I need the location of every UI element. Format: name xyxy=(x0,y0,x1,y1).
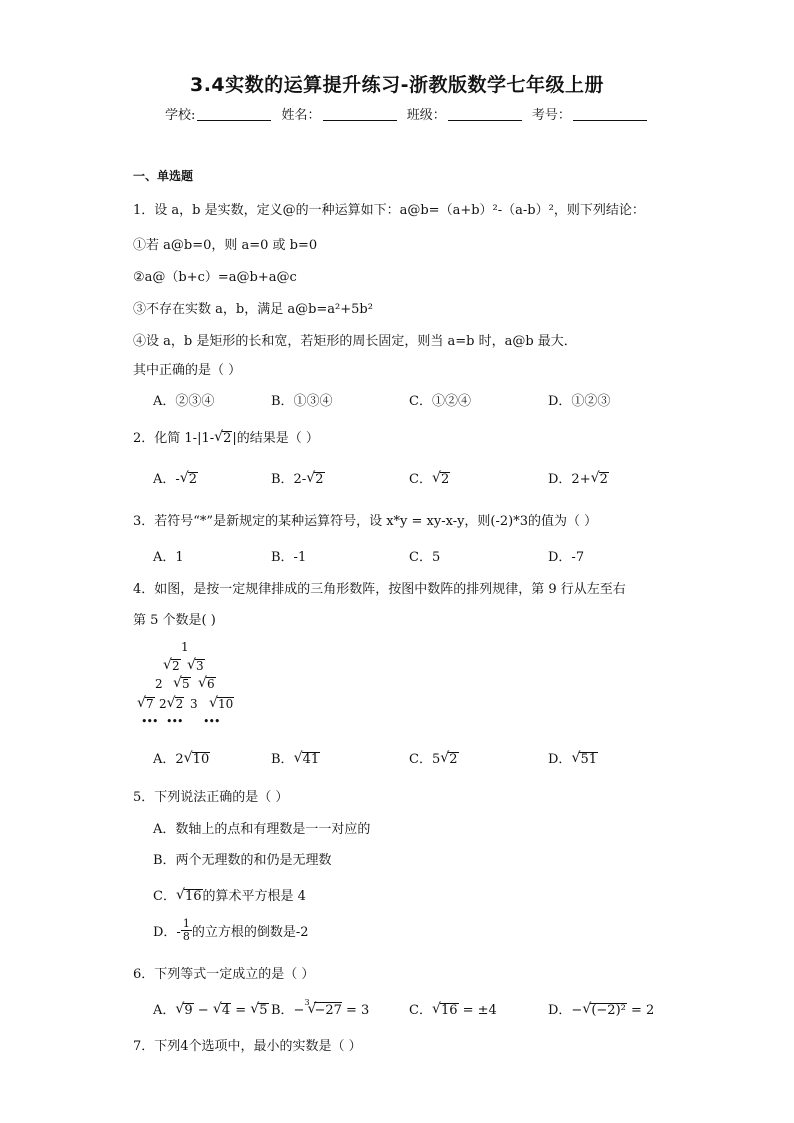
q7-stem: 7．下列4个选项中，最小的实数是（ ） xyxy=(133,1039,362,1054)
q3-option-d[interactable]: D．-7 xyxy=(548,550,585,565)
q6-option-c[interactable]: C．√ 16 = ±4 xyxy=(409,999,497,1018)
q1-option-d[interactable]: D．①②③ xyxy=(548,394,611,409)
q4-option-c[interactable]: C．5√ 2 xyxy=(409,748,459,767)
school-blank[interactable] xyxy=(197,108,271,121)
page-title: 3.4实数的运算提升练习-浙教版数学七年级上册 xyxy=(189,74,605,96)
fraction: $\frac{1}{8}$ xyxy=(182,917,190,944)
q2-stem: 2．化简 1-|1-√ 2|的结果是（ ） xyxy=(133,427,319,446)
q6-option-d[interactable]: D．−√ (−2)² = 2 xyxy=(548,999,654,1018)
q4-stem-line-1: 4．如图，是按一定规律排成的三角形数阵，按图中数阵的排列规律，第 9 行从左至右 xyxy=(133,582,626,597)
school-field: 学校: xyxy=(165,104,271,123)
q2-option-a[interactable]: A．-√ 2 xyxy=(153,468,198,487)
q1-question: 其中正确的是（ ） xyxy=(133,363,242,378)
q4-option-b[interactable]: B．√ 41 xyxy=(271,748,320,767)
class-field: 班级： xyxy=(407,104,522,123)
student-info xyxy=(165,104,653,123)
q3-stem: 3．若符号“*”是新规定的某种运算符号，设 x*y = xy-x-y，则(-2)*3的值为（ ） xyxy=(133,514,598,529)
q1-option-c[interactable]: C．①②④ xyxy=(409,394,471,409)
q4-option-d[interactable]: D．√ 51 xyxy=(548,748,598,767)
q1-item-1: ①若 a@b=0，则 a=0 或 b=0 xyxy=(133,238,318,253)
q4-stem-line-2: 第 5 个数是( ) xyxy=(133,613,216,628)
exam-number-field: 考号： xyxy=(532,104,647,123)
q2-option-b[interactable]: B．2-√ 2 xyxy=(271,468,325,487)
q1-option-b[interactable]: B．①③④ xyxy=(271,394,333,409)
class-blank[interactable] xyxy=(448,108,522,121)
q1-item-4: ④设 a，b 是矩形的长和宽，若矩形的周长固定，则当 a=b 时，a@b 最大． xyxy=(133,334,577,349)
q1-item-3: ③不存在实数 a，b，满足 a@b=a²+5b² xyxy=(133,302,373,317)
name-blank[interactable] xyxy=(323,108,397,121)
name-field: 姓名： xyxy=(282,104,397,123)
q1-stem: 1．设 a，b 是实数，定义@的一种运算如下：a@b=（a+b）²-（a-b）²，则下列结论： xyxy=(133,203,645,218)
q3-option-a[interactable]: A．1 xyxy=(153,550,184,565)
q5-option-c[interactable]: C．√ 16的算术平方根是 4 xyxy=(153,885,306,904)
exam-number-blank[interactable] xyxy=(573,108,647,121)
q1-option-a[interactable]: A．②③④ xyxy=(153,394,215,409)
sqrt-symbol: √ 2 xyxy=(214,431,232,446)
q5-option-a[interactable]: A．数轴上的点和有理数是一一对应的 xyxy=(153,822,371,837)
q6-option-b[interactable]: B．−3 −27 √ = 3 xyxy=(271,999,369,1018)
q5-stem: 5．下列说法正确的是（ ） xyxy=(133,790,289,805)
q2-option-d[interactable]: D．2+√ 2 xyxy=(548,468,609,487)
q3-option-b[interactable]: B．-1 xyxy=(271,550,307,565)
q6-stem: 6．下列等式一定成立的是（ ） xyxy=(133,967,315,982)
q5-option-b[interactable]: B．两个无理数的和仍是无理数 xyxy=(153,853,332,868)
q4-option-a[interactable]: A．2√ 10 xyxy=(153,748,210,767)
q5-option-d[interactable]: D．- $\frac{1}{8}$ 的立方根的倒数是-2 xyxy=(153,917,309,944)
q2-option-c[interactable]: C．√ 2 xyxy=(409,468,450,487)
section-heading: 一、单选题 xyxy=(133,169,194,183)
q3-option-c[interactable]: C．5 xyxy=(409,550,441,565)
q1-item-2: ②a@（b+c）=a@b+a@c xyxy=(133,270,297,285)
q6-option-a[interactable]: A．√ 9 − √ 4 = √ 5 xyxy=(153,999,269,1018)
